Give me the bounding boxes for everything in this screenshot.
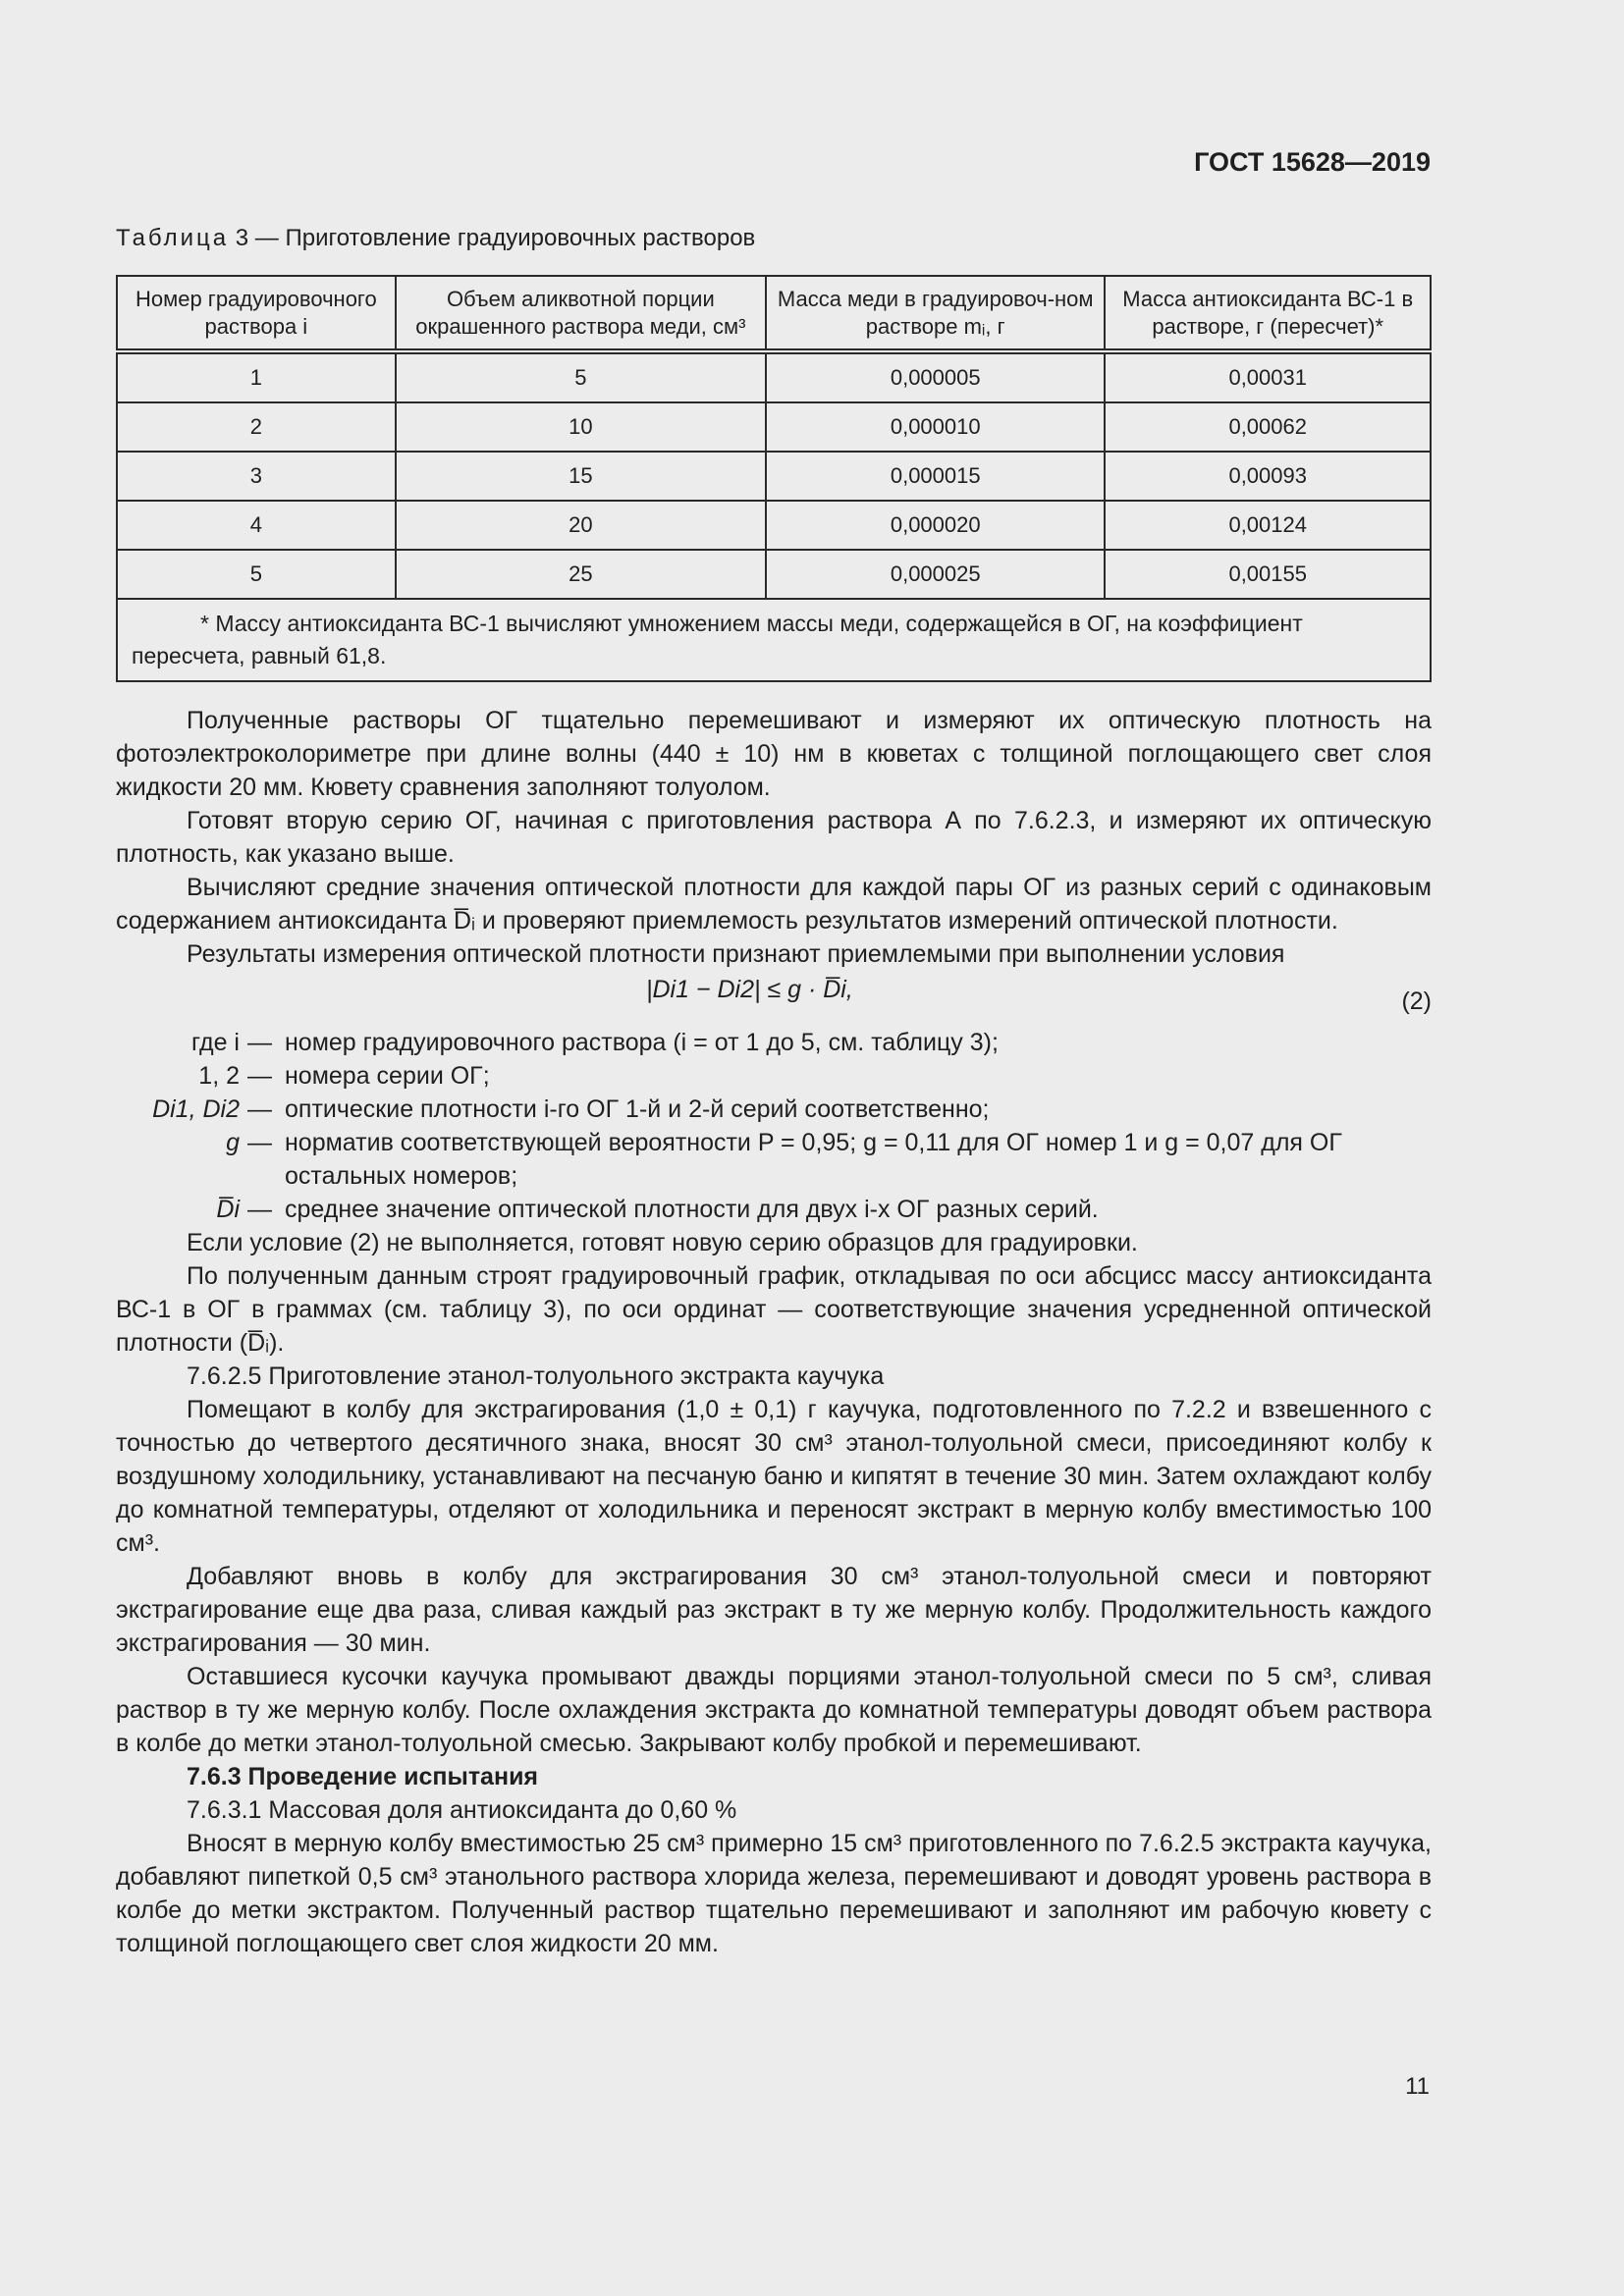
paragraph: Оставшиеся кусочки каучука промывают дважды порциями этанол-толуольной смеси по 5 см³, сливая раствор в ту же мерную колбу. После охлаждения экстракта до комнатной температуры доводят объем раствора в колбе до метки этанол-толуольной смесью. Закрывают колбу пробкой и перемешивают. bbox=[116, 1663, 1432, 1757]
table-cell: 0,00031 bbox=[1105, 351, 1431, 402]
table-cell: 0,00124 bbox=[1105, 501, 1431, 550]
legend-text: оптические плотности i-го ОГ 1-й и 2-й серий соответственно; bbox=[285, 1095, 990, 1123]
paragraph: Вычисляют средние значения оптической плотности для каждой пары ОГ из разных серий с одинаковым содержанием антиоксиданта D̅ᵢ и проверяют приемлемость результатов измерений оптической плотности. bbox=[116, 874, 1432, 934]
legend-item bbox=[116, 1026, 1432, 1059]
table-header-cell: Масса антиоксиданта ВС-1 в растворе, г (пересчет)* bbox=[1105, 276, 1431, 351]
section-heading: 7.6.2.5 Приготовление этанол-толуольного экстракта каучука bbox=[187, 1362, 885, 1390]
legend-item bbox=[116, 1193, 1432, 1226]
table-cell: 0,000015 bbox=[766, 452, 1105, 501]
paragraph: Вносят в мерную колбу вместимостью 25 см³ примерно 15 см³ приготовленного по 7.6.2.5 экстракта каучука, добавляют пипеткой 0,5 см³ этанольного раствора хлорида железа, перемешивают и доводят уровень раствора в колбе до метки экстрактом. Полученный раствор тщательно перемешивают и заполняют им рабочую кювету с толщиной поглощающего свет слоя жидкости 20 мм. bbox=[116, 1830, 1432, 1957]
table-cell: 4 bbox=[117, 501, 396, 550]
paragraph: Добавляют вновь в колбу для экстрагирования 30 см³ этанол-толуольной смеси и повторяют экстрагирование еще два раза, сливая каждый раз экстракт в ту же мерную колбу. Продолжительность каждого экстрагирования — 30 мин. bbox=[116, 1563, 1432, 1657]
table-cell: 20 bbox=[396, 501, 766, 550]
table-cell: 0,000020 bbox=[766, 501, 1105, 550]
legend-symbol: где i bbox=[191, 1029, 240, 1056]
table-header-cell: Масса меди в градуировоч-ном растворе mᵢ, г bbox=[766, 276, 1105, 351]
table-caption bbox=[116, 225, 755, 252]
legend-item bbox=[116, 1093, 1432, 1126]
table-footnote: * Массу антиоксиданта ВС-1 вычисляют умножением массы меди, содержащейся в ОГ, на коэффициент пересчета, равный 61,8. bbox=[117, 599, 1431, 681]
paragraph: Результаты измерения оптической плотности признают приемлемыми при выполнении условия bbox=[187, 940, 1285, 968]
legend-text: номер градуировочного раствора (i = от 1 до 5, см. таблицу 3); bbox=[285, 1029, 999, 1056]
table-cell: 0,000010 bbox=[766, 402, 1105, 452]
formula-block bbox=[116, 971, 1432, 1022]
formula-legend bbox=[116, 1026, 1432, 1226]
main-text bbox=[116, 704, 1432, 1960]
table-cell: 25 bbox=[396, 550, 766, 599]
table-cell: 0,00155 bbox=[1105, 550, 1431, 599]
table-cell: 0,000025 bbox=[766, 550, 1105, 599]
table-row bbox=[117, 501, 1431, 550]
table-cell: 0,00093 bbox=[1105, 452, 1431, 501]
legend-symbol: g bbox=[226, 1129, 240, 1156]
table-row bbox=[117, 351, 1431, 402]
legend-dash: — bbox=[247, 1129, 272, 1156]
table-row bbox=[117, 452, 1431, 501]
acceptance-formula: |Di1 − Di2| ≤ g · D̅i, bbox=[646, 976, 853, 1003]
table-cell: 0,000005 bbox=[766, 351, 1105, 402]
table-cell: 0,00062 bbox=[1105, 402, 1431, 452]
calibration-table bbox=[116, 275, 1432, 682]
legend-symbol: 1, 2 bbox=[198, 1062, 240, 1090]
table-row bbox=[117, 550, 1431, 599]
legend-text: номера серии ОГ; bbox=[285, 1062, 490, 1090]
table-caption-title: 3 — Приготовление градуировочных растворов bbox=[235, 225, 756, 251]
table-header-cell: Номер градуировочного раствора i bbox=[117, 276, 396, 351]
paragraph: Полученные растворы ОГ тщательно перемешивают и измеряют их оптическую плотность на фотоэлектроколориметре при длине волны (440 ± 10) нм в кюветах с толщиной поглощающего свет слоя жидкости 20 мм. Кювету сравнения заполняют толуолом. bbox=[116, 707, 1432, 801]
table-cell: 5 bbox=[396, 351, 766, 402]
paragraph: Помещают в колбу для экстрагирования (1,0 ± 0,1) г каучука, подготовленного по 7.2.2 и взвешенного с точностью до четвертого десятичного знака, вносят 30 см³ этанол-толуольной смеси, присоединяют колбу к воздушному холодильнику, устанавливают на песчаную баню и кипятят в течение 30 мин. Затем охлаждают колбу до комнатной температуры, отделяют от холодильника и переносят экстракт в мерную колбу вместимостью 100 см³. bbox=[116, 1396, 1432, 1557]
paragraph: Готовят вторую серию ОГ, начиная с приготовления раствора А по 7.6.2.3, и измеряют их оптическую плотность, как указано выше. bbox=[116, 807, 1432, 868]
legend-text: среднее значение оптической плотности для двух i-х ОГ разных серий. bbox=[285, 1196, 1099, 1223]
legend-item bbox=[116, 1126, 1432, 1193]
legend-dash: — bbox=[247, 1029, 272, 1056]
standard-header: ГОСТ 15628—2019 bbox=[1194, 147, 1431, 177]
table-cell: 1 bbox=[117, 351, 396, 402]
legend-dash: — bbox=[247, 1095, 272, 1123]
legend-dash: — bbox=[247, 1196, 272, 1223]
table-cell: 3 bbox=[117, 452, 396, 501]
legend-symbol: D̅i bbox=[216, 1196, 240, 1223]
legend-dash: — bbox=[247, 1062, 272, 1090]
formula-number: (2) bbox=[1401, 988, 1432, 1015]
page-number: 11 bbox=[1405, 2073, 1430, 2100]
table-cell: 10 bbox=[396, 402, 766, 452]
table-caption-word: Таблица bbox=[116, 225, 230, 251]
table-footnote-row bbox=[117, 599, 1431, 681]
legend-item bbox=[116, 1059, 1432, 1093]
table-cell: 15 bbox=[396, 452, 766, 501]
table-cell: 2 bbox=[117, 402, 396, 452]
table-row bbox=[117, 402, 1431, 452]
table-header-cell: Объем аликвотной порции окрашенного раствора меди, см³ bbox=[396, 276, 766, 351]
table-header-row bbox=[117, 276, 1431, 351]
section-heading: 7.6.3 Проведение испытания bbox=[187, 1763, 539, 1790]
section-heading: 7.6.3.1 Массовая доля антиоксиданта до 0,60 % bbox=[187, 1796, 737, 1824]
legend-text: норматив соответствующей вероятности P = 0,95; g = 0,11 для ОГ номер 1 и g = 0,07 для ОГ остальных номеров; bbox=[285, 1129, 1342, 1190]
legend-symbol: Di1, Di2 bbox=[152, 1095, 240, 1123]
paragraph: Если условие (2) не выполняется, готовят новую серию образцов для градуировки. bbox=[187, 1229, 1138, 1256]
paragraph: По полученным данным строят градуировочный график, откладывая по оси абсцисс массу антиоксиданта ВС-1 в ОГ в граммах (см. таблицу 3), по оси ординат — соответствующие значения усредненной оптической плотности (D̅ᵢ). bbox=[116, 1262, 1432, 1357]
table-cell: 5 bbox=[117, 550, 396, 599]
